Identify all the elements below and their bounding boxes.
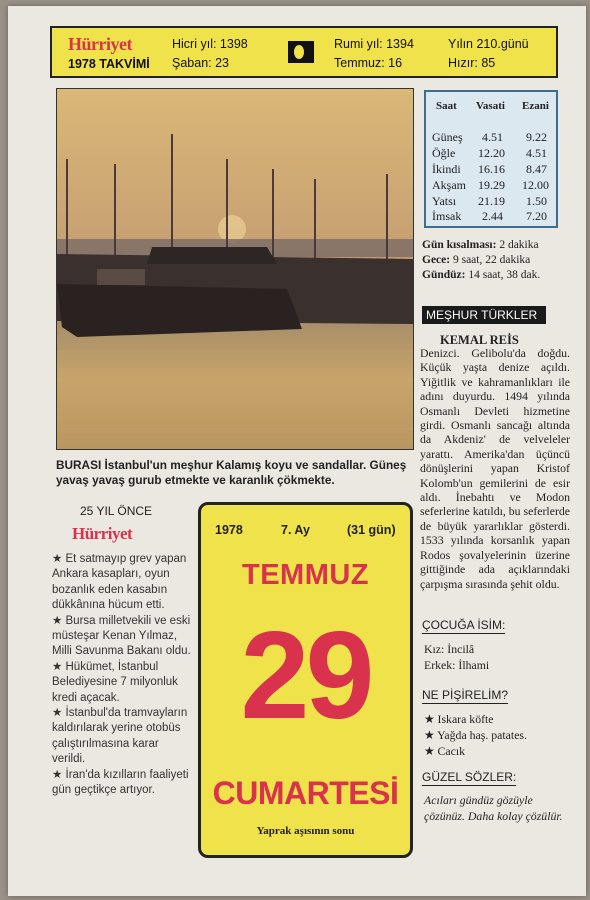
- night-length: [422, 254, 572, 266]
- prayer-name: İmsak: [432, 209, 462, 223]
- prayer-row: [426, 130, 556, 146]
- daytime-length-value: 14 saat, 38 dak.: [465, 269, 541, 281]
- hijri-year: Hicri yıl: 1398: [172, 37, 248, 51]
- news-item: ★ Et satmayıp grev yapan Ankara kasapları, oyun bozanlık eden kasabın dükkânına hücum etti.: [52, 553, 187, 612]
- prayer-name: Yatsı: [432, 194, 457, 208]
- hizir-count: Hızır: 85: [448, 56, 496, 70]
- famous-turks-heading: MEŞHUR TÜRKLER: [422, 306, 546, 324]
- calendar-weekday: CUMARTESİ: [212, 775, 399, 811]
- news-item: ★ İstanbul'da tramvayların kaldırılarak yerine otobüs çalıştırılmasına karar verildi.: [52, 707, 188, 766]
- prayer-row: [426, 162, 556, 178]
- calendar-label: 1978 TAKVİMİ: [68, 57, 150, 71]
- rumi-month: Temmuz: 16: [334, 56, 403, 70]
- girl-name: Kız: İncilâ: [424, 642, 475, 656]
- photo-caption: [56, 458, 416, 488]
- quote-heading: GÜZEL SÖZLER:: [422, 770, 517, 784]
- prayer-vasati: 21.19: [478, 194, 505, 208]
- news-item: ★ Hükümet, İstanbul Belediyesine 7 milyonluk kredi açacak.: [52, 660, 178, 704]
- harbor-photo: [56, 88, 414, 450]
- day-shortening-label: Gün kısalması:: [422, 239, 497, 251]
- prayer-vasati: 19.29: [478, 178, 505, 192]
- caption-lead: BURASI: [56, 458, 102, 472]
- prayer-name: Öğle: [432, 146, 456, 160]
- prayer-header-average: Vasati: [476, 100, 505, 112]
- prayer-header-hour: Saat: [436, 100, 457, 112]
- prayer-name: İkindi: [432, 162, 461, 176]
- prayer-vasati: 2.44: [482, 209, 503, 223]
- caption-text: İstanbul'un meşhur Kalamış koyu ve sandallar. Güneş yavaş yavaş gurub etmekte ve karanlık çökmekte.: [56, 458, 407, 487]
- calendar-day-number: 29: [240, 607, 371, 745]
- calendar-day-box: [198, 502, 413, 858]
- news-item: ★ Bursa milletvekili ve eski müsteşar Kenan Yılmaz, Milli Savunma Bakanı oldu.: [52, 614, 191, 658]
- boy-name: Erkek: İlhami: [424, 658, 490, 672]
- prayer-row: [426, 209, 556, 225]
- calendar-month-number: 7. Ay: [281, 523, 310, 537]
- calendar-sheet: [8, 6, 586, 896]
- day-shortening: [422, 239, 572, 251]
- prayer-row: [426, 146, 556, 162]
- prayer-name: Güneş: [432, 130, 463, 144]
- recipe-item: ★ Cacık: [424, 744, 466, 758]
- prayer-ezani: 8.47: [526, 162, 547, 176]
- calendar-month-name: TEMMUZ: [241, 559, 370, 591]
- day-shortening-value: 2 dakika: [496, 239, 539, 251]
- prayer-vasati: 4.51: [482, 130, 503, 144]
- prayer-vasati: 12.20: [478, 146, 505, 160]
- night-length-value: 9 saat, 22 dakika: [450, 254, 531, 266]
- prayer-ezani: 12.00: [522, 178, 549, 192]
- half-moon-icon: [288, 41, 314, 63]
- recipe-item: ★ Iskara köfte: [424, 712, 494, 726]
- hijri-month: Şaban: 23: [172, 56, 229, 70]
- famous-person-name: KEMAL REİS: [440, 333, 519, 347]
- prayer-ezani: 4.51: [526, 146, 547, 160]
- prayer-times-table: [424, 90, 558, 228]
- child-names-heading: ÇOCUĞA İSİM:: [422, 618, 506, 632]
- prayer-ezani: 7.20: [526, 209, 547, 223]
- rumi-year: Rumi yıl: 1394: [334, 37, 414, 51]
- prayer-name: Akşam: [432, 178, 466, 192]
- calendar-year: 1978: [215, 523, 243, 537]
- prayer-ezani: 9.22: [526, 130, 547, 144]
- quote-text: Acıları gündüz gözüyle çözünüz. Daha kolay çözülür.: [424, 793, 563, 823]
- prayer-vasati: 16.16: [478, 162, 505, 176]
- prayer-ezani: 1.50: [526, 194, 547, 208]
- prayer-row: [426, 178, 556, 194]
- famous-person-bio: Denizci. Gelibolu'da doğdu. Küçük yaşta denize açıldı. Yiğitlik ve kahramanlıkları ile adını duyurdu. 1494 yılında Osmanlı Devleti hizmetine girdi. Osmanlı sancağı altında da Akdeniz' de velveleler yarattı. Amerika'dan üçüncü dönüşlerini yapan Kristof Kolomb'un gemilerini de esir aldı. İnebahtı ve Modon seferlerine katıldı, bu seferlerde de büyük yararlıklar gösterdi. 1533 yılında korsanlık yapan Rodos şovalyelerinin üzerine gittiğinde ada açıklarındaki çarpışma sırasında şehit oldu.: [420, 346, 571, 591]
- sunset-harbor-image: [57, 89, 414, 450]
- past-news-list: [52, 552, 192, 799]
- recipes-heading: NE PİŞİRELİM?: [422, 688, 509, 702]
- newspaper-logo-small: Hürriyet: [72, 524, 133, 543]
- years-ago-heading: 25 YIL ÖNCE: [80, 504, 153, 518]
- header-band: [50, 26, 558, 78]
- calendar-footer-note: Yaprak aşısının sonu: [256, 825, 355, 837]
- recipe-item: ★ Yağda haş. patates.: [424, 728, 527, 742]
- daytime-length: [422, 269, 572, 281]
- news-item: ★ İran'da kızılların faaliyeti gün geçtikçe artıyor.: [52, 768, 189, 797]
- prayer-header-ezani: Ezani: [522, 100, 549, 112]
- night-length-label: Gece:: [422, 254, 451, 266]
- newspaper-logo: Hürriyet: [68, 34, 132, 54]
- day-of-year: Yılın 210.günü: [448, 37, 529, 51]
- daytime-length-label: Gündüz:: [422, 269, 466, 281]
- prayer-row: [426, 194, 556, 210]
- calendar-days-in-month: (31 gün): [347, 523, 396, 537]
